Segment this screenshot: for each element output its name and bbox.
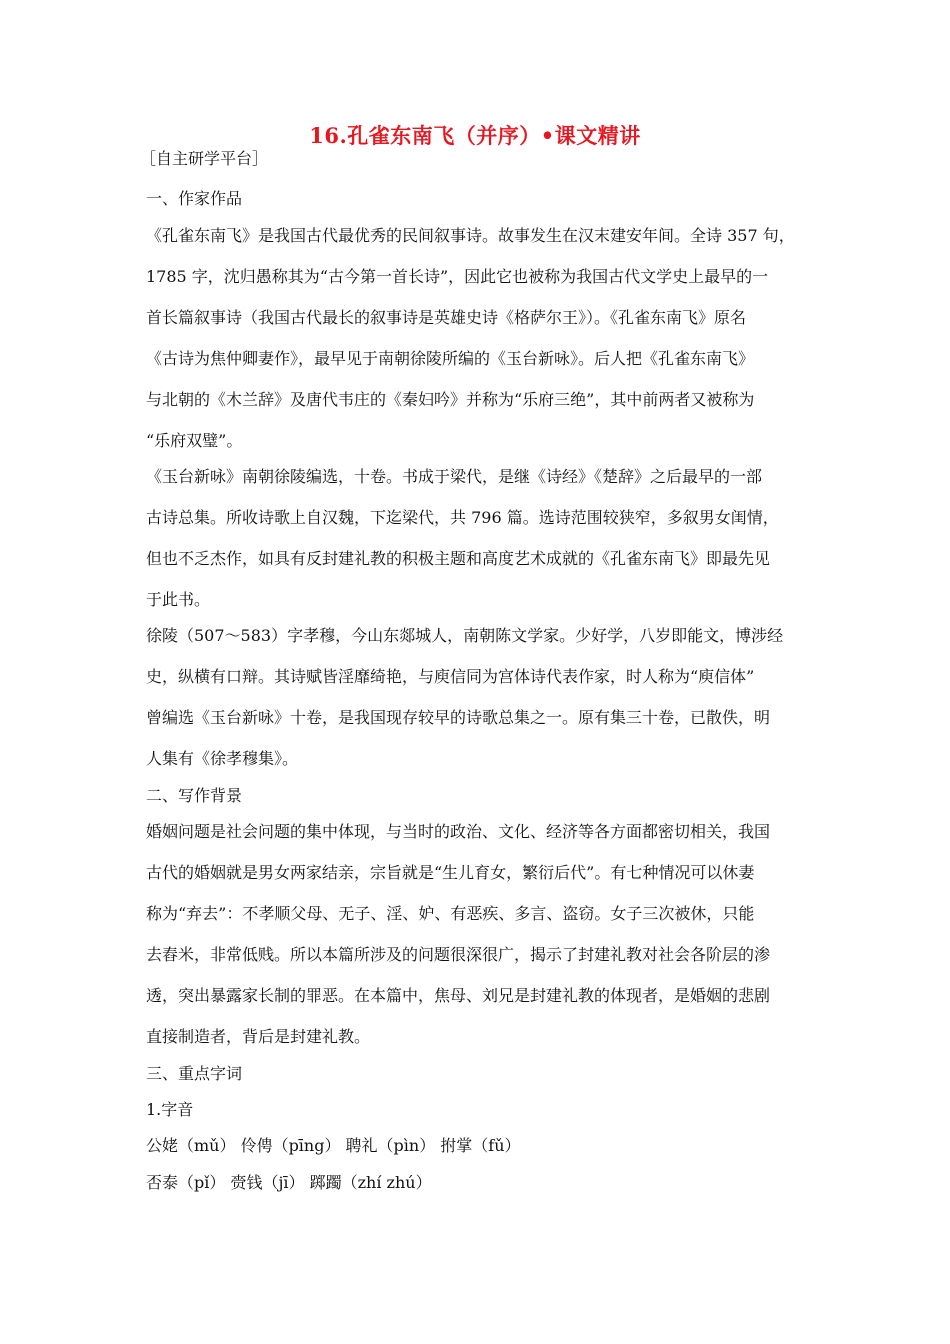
section-heading-background: 二、写作背景 [146, 786, 243, 805]
paragraph-line: 人集有《徐孝穆集》。 [146, 749, 299, 768]
document-title: 16.孔雀东南飞（并序）•课文精讲 [309, 123, 641, 148]
paragraph-line: 《孔雀东南飞》是我国古代最优秀的民间叙事诗。故事发生在汉末建安年间。全诗 357 句， [146, 226, 795, 245]
paragraph-line: 但也不乏杰作，如具有反封建礼教的积极主题和高度艺术成就的《孔雀东南飞》即最先见 [146, 549, 771, 568]
paragraph-line: 首长篇叙事诗（我国古代最长的叙事诗是英雄史诗《格萨尔王》）。《孔雀东南飞》原名 [146, 308, 747, 327]
pronunciation-line: 公姥（mǔ） 伶俜（pīng） 聘礼（pìn） 拊掌（fǔ） [146, 1136, 521, 1155]
paragraph-line: 1785 字，沈归愚称其为“古今第一首长诗”，因此它也被称为我国古代文学史上最早的一 [146, 267, 769, 286]
paragraph-line: 古诗总集。所收诗歌上自汉魏，下迄梁代，共 796 篇。选诗范围较狭窄，多叙男女闺情， [146, 508, 779, 527]
paragraph-line: 称为“弃去”：不孝顺父母、无子、淫、妒、有恶疾、多言、盗窃。女子三次被休，只能 [146, 904, 755, 923]
subheading-pronunciation: 1.字音 [146, 1100, 194, 1119]
paragraph-line: 曾编选《玉台新咏》十卷，是我国现存较早的诗歌总集之一。原有集三十卷，已散佚，明 [146, 708, 771, 727]
paragraph-line: 直接制造者，背后是封建礼教。 [146, 1027, 371, 1046]
pronunciation-line: 否泰（pǐ） 赍钱（jī） 踯躅（zhí zhú） [146, 1173, 432, 1192]
paragraph-line: 于此书。 [146, 590, 211, 609]
paragraph-line: 徐陵（507～583）字孝穆，今山东郯城人，南朝陈文学家。少好学，八岁即能文，博涉经 [146, 626, 784, 645]
paragraph-line: 《玉台新咏》南朝徐陵编选，十卷。书成于梁代，是继《诗经》《楚辞》之后最早的一部 [146, 467, 763, 486]
paragraph-line: 史，纵横有口辩。其诗赋皆淫靡绮艳，与庾信同为宫体诗代表作家，时人称为“庾信体” [146, 667, 755, 686]
paragraph-line: 与北朝的《木兰辞》及唐代韦庄的《秦妇吟》并称为“乐府三绝”，其中前两者又被称为 [146, 390, 755, 409]
section-heading-key-words: 三、重点字词 [146, 1064, 243, 1083]
paragraph-line: 婚姻问题是社会问题的集中体现，与当时的政治、文化、经济等各方面都密切相关，我国 [146, 822, 771, 841]
paragraph-line: 去舂米，非常低贱。所以本篇所涉及的问题很深很广，揭示了封建礼教对社会各阶层的渗 [146, 945, 771, 964]
paragraph-line: 《古诗为焦仲卿妻作》，最早见于南朝徐陵所编的《玉台新咏》。后人把《孔雀东南飞》 [146, 349, 755, 368]
platform-label: ［自主研学平台］ [140, 149, 269, 168]
paragraph-line: 透，突出暴露家长制的罪恶。在本篇中，焦母、刘兄是封建礼教的体现者，是婚姻的悲剧 [146, 986, 771, 1005]
paragraph-line: 古代的婚姻就是男女两家结亲，宗旨就是“生儿育女，繁衍后代”。有七种情况可以休妻 [146, 863, 755, 882]
section-heading-author-works: 一、作家作品 [146, 189, 243, 208]
paragraph-line: “乐府双璧”。 [146, 431, 243, 450]
